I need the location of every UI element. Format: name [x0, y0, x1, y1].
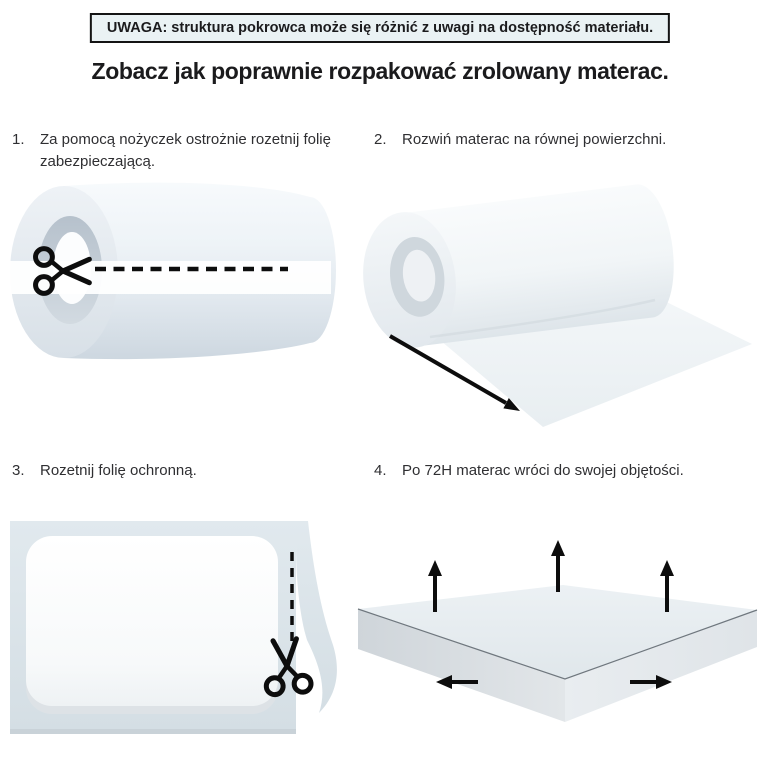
- step-3-number: 3.: [12, 462, 25, 479]
- mattress-slab-graphic: [358, 585, 757, 722]
- step1-illustration-rolled-mattress: [0, 178, 340, 368]
- step-1-number: 1.: [12, 131, 25, 148]
- mattress-flat-graphic: [26, 536, 278, 714]
- film-flap-graphic: [296, 521, 337, 713]
- step-2-number: 2.: [374, 131, 387, 148]
- step-1-text: Za pomocą nożyczek ostrożnie rozetnij folię zabezpieczającą.: [40, 131, 331, 170]
- step3-illustration-film-cutting: [0, 505, 355, 750]
- step-2-label: [374, 129, 756, 151]
- expand-arrow-up-middle-icon: [551, 540, 565, 592]
- step-4-text: Po 72H materac wróci do swojej objętości.: [402, 462, 684, 479]
- notice-text: UWAGA: struktura pokrowca może się różnić z uwagi na dostępność materiału.: [106, 20, 654, 36]
- step-4-number: 4.: [374, 462, 387, 479]
- step2-illustration-unrolling-mattress: [355, 165, 760, 430]
- step4-illustration-expanding-mattress: [355, 530, 760, 740]
- step-3-label: [12, 460, 357, 482]
- step-2-text: Rozwiń materac na równej powierzchni.: [402, 131, 667, 148]
- page-title: Zobacz jak poprawnie rozpakować zrolowany materac.: [91, 58, 669, 84]
- step-3-text: Rozetnij folię ochronną.: [40, 462, 197, 479]
- step-1-label: [12, 129, 357, 173]
- notice-banner: [90, 13, 670, 43]
- step-4-label: [374, 460, 756, 482]
